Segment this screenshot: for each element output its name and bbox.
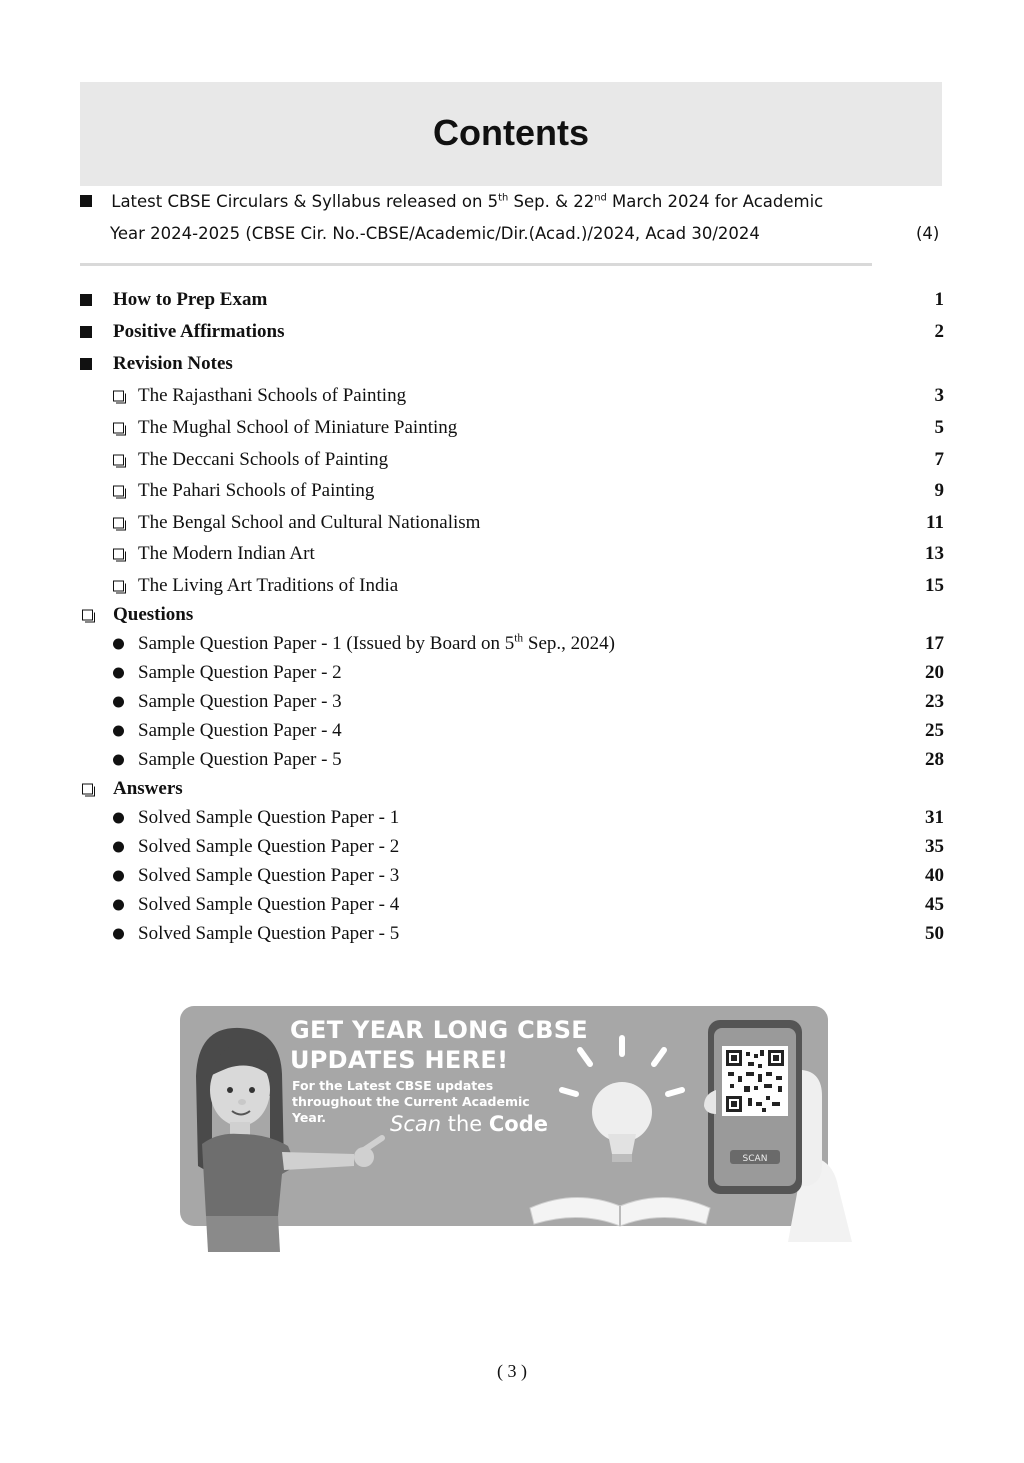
toc-item-solved-1[interactable] (80, 804, 944, 832)
toc-page-number: 45 (925, 894, 944, 915)
toc-label: Solved Sample Question Paper - 2 (138, 836, 400, 857)
banner-desc-3: Year. (292, 1110, 326, 1125)
lightbulb-book-illustration (520, 1028, 720, 1228)
toc-item-sqp-4[interactable] (80, 717, 944, 745)
toc-label: Solved Sample Question Paper - 5 (138, 923, 400, 944)
toc-label: Answers (113, 778, 183, 799)
toc-section-revision-notes (80, 350, 944, 378)
circular-line-1 (80, 192, 823, 211)
toc-item-sqp-3[interactable] (80, 688, 944, 716)
toc-item-pahari[interactable] (80, 477, 944, 505)
square-bullet-icon (80, 294, 92, 306)
contents-header (80, 82, 942, 186)
square-bullet-icon (80, 326, 92, 338)
dot-bullet-icon (113, 871, 124, 882)
circular-text-1: Latest CBSE Circulars & Syllabus released on 5th Sep. & 22nd March 2024 for Academic (111, 192, 824, 211)
dot-bullet-icon (113, 900, 124, 911)
toc-item-sqp-2[interactable] (80, 659, 944, 687)
dot-bullet-icon (113, 668, 124, 679)
checkbox-bullet-icon (113, 581, 124, 592)
square-bullet-icon (80, 358, 92, 370)
toc-section-answers (80, 775, 944, 803)
banner-desc-2: throughout the Current Academic (292, 1094, 530, 1109)
toc-page-number: 1 (934, 289, 944, 310)
divider (80, 263, 872, 266)
toc-page-number: 31 (925, 807, 944, 828)
toc-item-solved-5[interactable] (80, 920, 944, 948)
toc-section-questions (80, 601, 944, 629)
checkbox-bullet-icon (82, 784, 93, 795)
toc-item-affirmations[interactable] (80, 318, 944, 346)
toc-label: The Bengal School and Cultural Nationalism (138, 512, 481, 533)
toc-label: How to Prep Exam (113, 289, 268, 310)
toc-item-living-art[interactable] (80, 572, 944, 600)
checkbox-bullet-icon (113, 518, 124, 529)
cbse-updates-banner[interactable] (180, 1006, 828, 1226)
toc-page-number: 23 (925, 691, 944, 712)
checkbox-bullet-icon (113, 549, 124, 560)
toc-label: Solved Sample Question Paper - 3 (138, 865, 400, 886)
toc-label: Questions (113, 604, 194, 625)
toc-item-rajasthani[interactable] (80, 382, 944, 410)
checkbox-bullet-icon (113, 486, 124, 497)
toc-label: Sample Question Paper - 3 (138, 691, 342, 712)
toc-page-number: 11 (926, 512, 944, 533)
toc-item-deccani[interactable] (80, 446, 944, 474)
dot-bullet-icon (113, 726, 124, 737)
square-bullet-icon (80, 195, 92, 207)
toc-item-sqp-5[interactable] (80, 746, 944, 774)
toc-page-number: 35 (925, 836, 944, 857)
banner-heading-1: GET YEAR LONG CBSE (290, 1016, 588, 1044)
phone-qr-illustration (702, 1006, 852, 1242)
toc-label: Solved Sample Question Paper - 1 (138, 807, 400, 828)
dot-bullet-icon (113, 842, 124, 853)
toc-page-number: 2 (934, 321, 944, 342)
toc-page-number: 15 (925, 575, 944, 596)
dot-bullet-icon (113, 755, 124, 766)
toc-label: The Mughal School of Miniature Painting (138, 417, 458, 438)
circular-line-2: Year 2024-2025 (CBSE Cir. No.-CBSE/Academic/Dir.(Acad.)/2024, Acad 30/2024 (110, 224, 760, 243)
toc-page-number: 5 (934, 417, 944, 438)
toc-page-number: 17 (925, 633, 944, 654)
toc-page-number: 3 (934, 385, 944, 406)
toc-label: Sample Question Paper - 1 (Issued by Board on 5th Sep., 2024) (138, 632, 615, 654)
toc-label: The Modern Indian Art (138, 543, 315, 564)
checkbox-bullet-icon (113, 423, 124, 434)
toc-item-mughal[interactable] (80, 414, 944, 442)
toc-page-number: 28 (925, 749, 944, 770)
toc-item-solved-4[interactable] (80, 891, 944, 919)
toc-label: Sample Question Paper - 2 (138, 662, 342, 683)
toc-label: The Deccani Schools of Painting (138, 449, 389, 470)
dot-bullet-icon (113, 929, 124, 940)
toc-item-how-to-prep[interactable] (80, 286, 944, 314)
toc-label: The Living Art Traditions of India (138, 575, 399, 596)
toc-item-sqp-1[interactable] (80, 630, 944, 658)
dot-bullet-icon (113, 813, 124, 824)
toc-page-number: 50 (925, 923, 944, 944)
page-title: Contents (433, 112, 589, 153)
dot-bullet-icon (113, 697, 124, 708)
phone-scan-button: SCAN (742, 1154, 768, 1164)
banner-heading-2: UPDATES HERE! (290, 1046, 509, 1074)
toc-label: Sample Question Paper - 5 (138, 749, 342, 770)
toc-label: Sample Question Paper - 4 (138, 720, 342, 741)
toc-label: Positive Affirmations (113, 321, 285, 342)
toc-page-number: 7 (934, 449, 944, 470)
checkbox-bullet-icon (113, 455, 124, 466)
toc-label: The Pahari Schools of Painting (138, 480, 375, 501)
toc-page-number: 20 (925, 662, 944, 683)
dot-bullet-icon (113, 639, 124, 650)
toc-item-solved-2[interactable] (80, 833, 944, 861)
page-number-footer: ( 3 ) (497, 1361, 527, 1381)
toc-page-number: 9 (934, 480, 944, 501)
toc-item-modern[interactable] (80, 540, 944, 568)
checkbox-bullet-icon (82, 610, 93, 621)
scan-the-code-text: Scan the Code (390, 1112, 549, 1136)
toc-label: The Rajasthani Schools of Painting (138, 385, 407, 406)
toc-item-solved-3[interactable] (80, 862, 944, 890)
banner-desc-1: For the Latest CBSE updates (292, 1078, 494, 1093)
circular-page: (4) (916, 224, 940, 243)
checkbox-bullet-icon (113, 391, 124, 402)
toc-page-number: 13 (925, 543, 944, 564)
toc-page-number: 25 (925, 720, 944, 741)
toc-item-bengal[interactable] (80, 509, 944, 537)
toc-label: Solved Sample Question Paper - 4 (138, 894, 400, 915)
toc-page-number: 40 (925, 865, 944, 886)
toc-label: Revision Notes (113, 353, 233, 374)
